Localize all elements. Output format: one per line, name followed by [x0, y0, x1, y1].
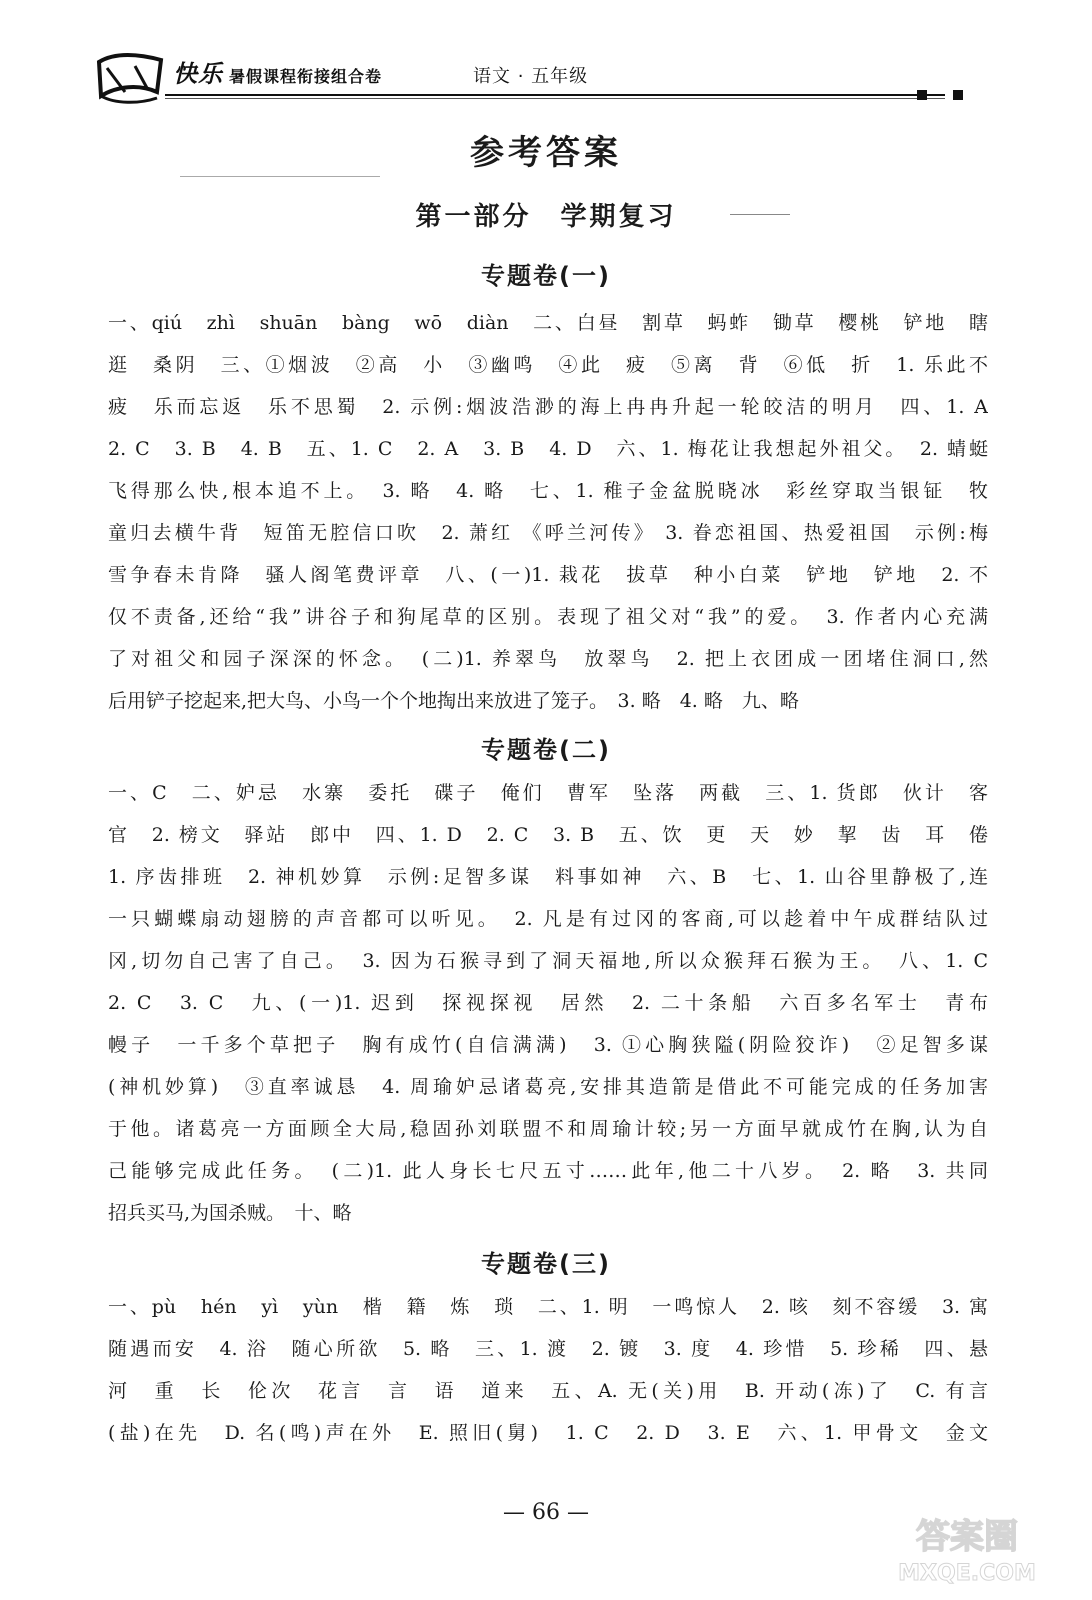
- page-number: — 66 —: [503, 1500, 589, 1525]
- answer-line: 1. 序齿排班 2. 神机妙算 示例:足智多谋 料事如神 六、B 七、1. 山谷里静极了,连: [108, 866, 988, 888]
- watermark-text: MXQE.COM: [898, 1561, 1036, 1586]
- part-rule: [730, 214, 790, 215]
- watermark-logo-icon: [882, 1508, 1052, 1588]
- answer-line: 雪争春未肯降 骚人阁笔费评章 八、(一)1. 栽花 拔草 种小白菜 铲地 铲地 2. 不: [108, 564, 988, 586]
- answer-line: 飞得那么快,根本追不上。 3. 略 4. 略 七、1. 稚子金盆脱晓冰 彩丝穿取当银钲 牧: [108, 480, 988, 502]
- answer-line: 逛 桑阴 三、①烟波 ②高 小 ③幽鸣 ④此 疲 ⑤离 背 ⑥低 折 1. 乐此不: [108, 354, 988, 376]
- header-square-marker: [917, 90, 927, 100]
- answer-line: 疲 乐而忘返 乐不思蜀 2. 示例:烟波浩渺的海上冉冉升起一轮皎洁的明月 四、1. A: [108, 396, 988, 418]
- section-title: 专题卷(一): [481, 262, 611, 290]
- brand-name: 快乐: [173, 60, 223, 88]
- answer-line: 随遇而安 4. 浴 随心所欲 5. 略 三、1. 渡 2. 镀 3. 度 4. 珍惜 5. 珍稀 四、悬: [108, 1338, 988, 1360]
- answer-line: 己能够完成此任务。 (二)1. 此人身长七尺五寸……此年,他二十八岁。 2. 略 3. 共同: [108, 1160, 988, 1182]
- answer-line: 了对祖父和园子深深的怀念。 (二)1. 养翠鸟 放翠鸟 2. 把上衣团成一团堵住洞口,然: [108, 648, 988, 670]
- svg-text:答案圈: 答案圈: [916, 1517, 1018, 1557]
- book-logo-icon: [95, 48, 167, 108]
- page-title: 参考答案: [470, 133, 622, 173]
- answer-line: 于他。诸葛亮一方面顾全大局,稳固孙刘联盟不和周瑜计较;另一方面早就成竹在胸,认为自: [108, 1118, 988, 1140]
- answer-line: 招兵买马,为国杀贼。 十、略: [108, 1202, 352, 1224]
- section-title: 专题卷(三): [481, 1250, 611, 1278]
- answer-line: 2. C 3. C 九、(一)1. 迟到 探视探视 居然 2. 二十条船 六百多名军士 青布: [108, 992, 988, 1014]
- section-answers: [108, 1286, 988, 1454]
- series-name: 暑假课程衔接组合卷: [229, 67, 383, 86]
- header-rule: [165, 94, 945, 96]
- section-title: 专题卷(二): [481, 736, 611, 764]
- answer-line: 一只蝴蝶扇动翅膀的声音都可以听见。 2. 凡是有过冈的客商,可以趁着中午成群结队过: [108, 908, 988, 930]
- answer-line: 官 2. 榜文 驿站 郎中 四、1. D 2. C 3. B 五、饮 更 天 妙 挈 齿 耳 倦: [108, 824, 988, 846]
- answer-line: 2. C 3. B 4. B 五、1. C 2. A 3. B 4. D 六、1. 梅花让我想起外祖父。 2. 蜻蜓: [108, 438, 988, 460]
- header-rule-thin: [165, 98, 945, 99]
- answer-line: (神机妙算) ③直率诚恳 4. 周瑜妒忌诸葛亮,安排其造箭是借此不可能完成的任务加害: [108, 1076, 988, 1098]
- answer-line: (盐)在先 D. 名(鸣)声在外 E. 照旧(舅) 1. C 2. D 3. E 六、1. 甲骨文 金文: [108, 1422, 988, 1444]
- section-answers: [108, 302, 988, 722]
- page-header: [95, 44, 975, 114]
- header-square-marker: [953, 90, 963, 100]
- answer-line: 河 重 长 伦次 花言 言 语 道来 五、A. 无(关)用 B. 开动(冻)了 C. 有言: [108, 1380, 988, 1402]
- answer-line: 冈,切勿自己害了自己。 3. 因为石猴寻到了洞天福地,所以众猴拜石猴为王。 八、1. C: [108, 950, 988, 972]
- answer-line: 一、pù hén yì yùn 楷 籍 炼 琐 二、1. 明 一鸣惊人 2. 咳 刻不容缓 3. 寓: [108, 1296, 988, 1318]
- subject-grade: 语文 · 五年级: [473, 66, 589, 87]
- title-rule: [180, 176, 380, 177]
- answer-line: 一、qiú zhì shuān bàng wō diàn 二、白昼 割草 蚂蚱 锄草 樱桃 铲地 瞎: [108, 312, 988, 334]
- answer-line: 童归去横牛背 短笛无腔信口吹 2. 萧红 《呼兰河传》 3. 眷恋祖国、热爱祖国 示例:梅: [108, 522, 988, 544]
- answer-line: 一、C 二、妒忌 水寨 委托 碟子 俺们 曹军 坠落 两截 三、1. 货郎 伙计 客: [108, 782, 988, 804]
- answer-line: 幔子 一千多个草把子 胸有成竹(自信满满) 3. ①心胸狭隘(阴险狡诈) ②足智多谋: [108, 1034, 988, 1056]
- answer-line: 仅不责备,还给“我”讲谷子和狗尾草的区别。表现了祖父对“我”的爱。 3. 作者内心充满: [108, 606, 988, 628]
- section-answers: [108, 772, 988, 1234]
- part-title: 第一部分 学期复习: [415, 202, 677, 232]
- answer-line: 后用铲子挖起来,把大鸟、小鸟一个个地掏出来放进了笼子。 3. 略 4. 略 九、略: [108, 690, 799, 712]
